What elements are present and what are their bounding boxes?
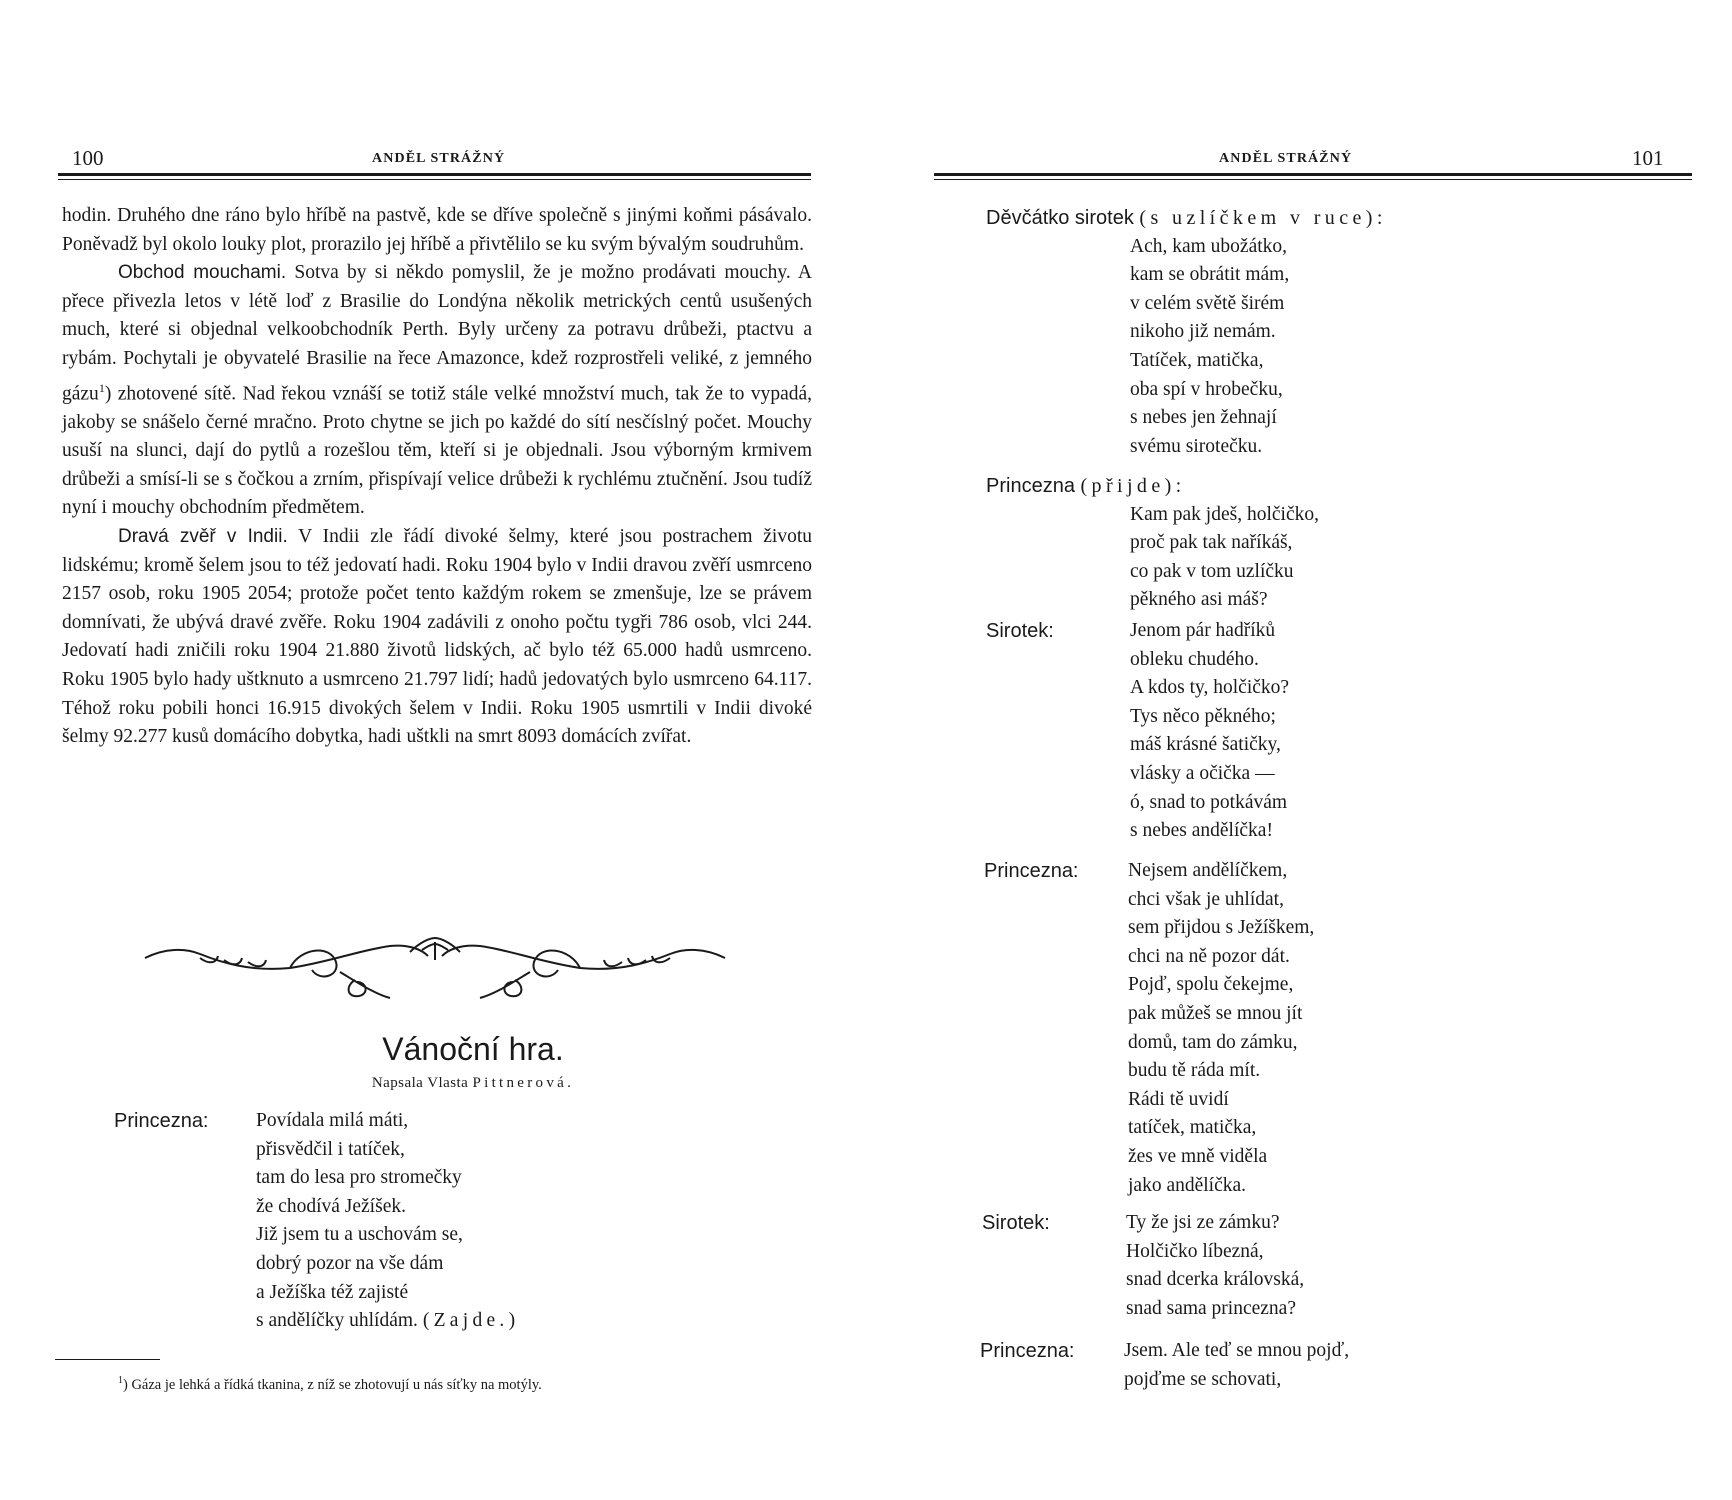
verse-line: pojďme se schovati, xyxy=(1124,1368,1282,1390)
speaker-label: Sirotek: xyxy=(986,620,1054,642)
verse-line: snad sama princezna? xyxy=(1126,1297,1296,1319)
verse-lines xyxy=(1128,857,1314,1200)
verse-line: ó, snad to potkávám xyxy=(1130,791,1288,813)
play-author xyxy=(0,1074,866,1092)
stage-direction: (s uzlíčkem v ruce): xyxy=(1139,207,1387,229)
verse-line: máš krásné šatičky, xyxy=(1130,734,1281,756)
speaker-label: Princezna: xyxy=(984,860,1079,882)
speaker-label: Princezna: xyxy=(980,1340,1075,1362)
verse-line: snad dcerka královská, xyxy=(1126,1269,1305,1291)
verse-line: pak můžeš se mnou jít xyxy=(1128,1002,1303,1024)
verse-line: Ty že jsi ze zámku? xyxy=(1126,1212,1280,1233)
running-head-left: ANDĚL STRÁŽNÝ xyxy=(372,151,506,166)
verse-line-text: s andělíčky uhlídám. xyxy=(256,1310,418,1332)
verse-line: vlásky a očička — xyxy=(1130,762,1275,784)
verse-line: dobrý pozor na vše dám xyxy=(256,1252,444,1274)
verse-line: jako andělíčka. xyxy=(1128,1174,1247,1196)
page-number-left: 100 xyxy=(72,146,104,170)
verse-line: Tys něco pěkného; xyxy=(1130,705,1276,727)
paragraph-beasts xyxy=(62,523,812,752)
footnote-ref: 1 xyxy=(98,380,105,395)
header-rule-right xyxy=(934,173,1692,176)
verse-lines xyxy=(256,1107,519,1336)
verse-line: Již jsem tu a uschovám se, xyxy=(256,1224,463,1246)
footnote-mark: 1 xyxy=(118,1375,123,1386)
running-head-right: ANDĚL STRÁŽNÝ xyxy=(1219,151,1353,166)
verse-line: že chodívá Ježíšek. xyxy=(256,1195,406,1217)
footnote-text: ) Gáza je lehká a řídká tkanina, z níž se zhotovují u nás síťky na motýly. xyxy=(123,1376,542,1393)
verse-line: s nebes andělíčka! xyxy=(1130,820,1273,842)
decorative-ornament xyxy=(140,932,730,1002)
verse-line: Povídala milá máti, xyxy=(256,1110,409,1131)
right-page xyxy=(866,0,1732,1500)
paragraph-horse: hodin. Druhého dne ráno bylo hříbě na pastvě, kde se dříve společně s jinými koňmi pásávalo. Poněvadž byl okolo louky plot, prorazilo jej hříbě a přivtělilo se ku svým bývalým soudruhům. xyxy=(62,205,812,255)
paragraph-flies-text-2: ) zhotovené sítě. Nad řekou vznáší se totiž stále velké množství much, tak že to vypadá, jakoby se snášelo černé mračno. Proto chytne se jich po každé do sítí nesčíslný počet. Mouchy usuší na slunci, dají do pytlů a rozešlou těm, kteří si je objednali. Jsou výborným krmivem drůbeži a smísí-li se s čočkou a zrním, přispívají velice drůbeži k rychlému ztučnění. Jsou tudíž nyní i mouchy obchodním předmětem. xyxy=(62,383,812,519)
verse-line: Kam pak jdeš, holčičko, xyxy=(1130,503,1319,525)
verse-lines xyxy=(1130,501,1319,615)
stage-direction: (přijde): xyxy=(1080,475,1186,497)
verse-line: chci však je uhlídat, xyxy=(1128,888,1284,910)
verse-line: tam do lesa pro stromečky xyxy=(256,1167,462,1189)
verse-line: nikoho již nemám. xyxy=(1130,321,1276,343)
verse-line: svému sirotečku. xyxy=(1130,435,1263,457)
speaker-label: Princezna: xyxy=(114,1110,209,1132)
speaker-label: Sirotek: xyxy=(982,1212,1050,1234)
verse-lines xyxy=(1124,1337,1349,1394)
verse-line: Tatíček, matička, xyxy=(1130,349,1264,371)
verse-line: kam se obrátit mám, xyxy=(1130,264,1290,286)
verse-line: Holčičko líbezná, xyxy=(1126,1240,1264,1262)
verse-line: žes ve mně viděla xyxy=(1128,1145,1268,1167)
paragraph-beasts-text: V Indii zle řádí divoké šelmy, které jsou postrachem životu lidskému; kromě šelem jsou to též jedovatí hadi. Roku 1904 bylo v Indii dravou zvěří usmrceno 2157 osob, roku 1905 2054; protože počet tento každým rokem se zmenšuje, lze se právem domnívati, že ubývá dravé zvěře. Roku 1904 zadávili z onoho počtu tygři 786 osob, vlci 244. Jedovatí hadi zničili roku 1904 21.880 životů lidských, ač bylo též 65.000 hadů usmrceno. Roku 1905 bylo hady uštknuto a usmrceno 21.797 lidí; hadů jedovatých bylo usmrceno 64.117. Téhož roku pobili honci 16.915 divokých šelem v Indii. Roku 1905 usmrtili v Indii divoké šelmy 92.277 kusů domácího dobytka, hadi uštkli na smrt 8093 domácích zvířat. xyxy=(62,526,812,748)
verse-line: A kdos ty, holčičko? xyxy=(1130,677,1290,699)
verse-lines xyxy=(1130,617,1289,846)
author-name: Pittnerová. xyxy=(472,1075,575,1091)
verse-line: Jenom pár hadříků xyxy=(1130,620,1276,641)
verse-line: chci na ně pozor dát. xyxy=(1128,945,1290,967)
speaker-label xyxy=(986,472,1186,501)
verse-line: oba spí v hrobečku, xyxy=(1130,378,1283,400)
verse-line: Rádi tě uvidí xyxy=(1128,1088,1229,1110)
paragraph-flies-text: Sotva by si někdo pomyslil, že je možno prodávati mouchy. A přece přivezla letos v létě loď z Brasilie do Londýna několik metrických centů usušených much, které si objednal velkoobchodník Perth. Byly určeny za potravu drůbeži, ptactvu a rybám. Pochytali je obyvatelé Brasilie na řece Amazonce, kdež rozprostřeli veliké, z jemného gázu xyxy=(62,262,813,405)
stage-direction: (Zajde.) xyxy=(422,1310,520,1332)
verse-line: v celém světě širém xyxy=(1130,292,1285,314)
verse-line: a Ježíška též zajisté xyxy=(256,1281,409,1303)
verse-line: s nebes jen žehnají xyxy=(1130,407,1277,429)
header-rule-left xyxy=(58,173,811,176)
author-prefix: Napsala Vlasta xyxy=(371,1075,473,1091)
verse-line: Jsem. Ale teď se mnou pojď, xyxy=(1124,1340,1350,1361)
verse-line: Nejsem andělíčkem, xyxy=(1128,860,1288,881)
verse-line: obleku chudého. xyxy=(1130,648,1259,670)
play-title: Vánoční hra. xyxy=(382,1031,564,1067)
footnote-rule xyxy=(55,1359,160,1360)
verse-line: Ach, kam ubožátko, xyxy=(1130,235,1288,257)
verse-line xyxy=(256,1307,519,1336)
speaker-label xyxy=(986,204,1387,233)
verse-line: pěkného asi máš? xyxy=(1130,589,1268,611)
page-number-right: 101 xyxy=(1632,146,1664,170)
footnote xyxy=(118,1372,542,1394)
paragraph-flies xyxy=(62,259,812,523)
heading-flies: Obchod mouchami. xyxy=(118,262,287,284)
speaker-name: Děvčátko sirotek xyxy=(986,207,1134,229)
verse-lines xyxy=(1130,233,1289,462)
verse-line: Pojď, spolu čekejme, xyxy=(1128,974,1294,996)
speaker-name: Princezna xyxy=(986,475,1075,497)
verse-line: sem přijdou s Ježíškem, xyxy=(1128,917,1315,939)
verse-line: přisvědčil i tatíček, xyxy=(256,1138,405,1160)
verse-line: tatíček, matička, xyxy=(1128,1117,1257,1139)
heading-beasts: Dravá zvěř v Indii. xyxy=(118,526,288,548)
verse-line: budu tě ráda mít. xyxy=(1128,1060,1261,1082)
verse-line: proč pak tak naříkáš, xyxy=(1130,532,1293,554)
verse-line: domů, tam do zámku, xyxy=(1128,1031,1298,1053)
left-body-text xyxy=(62,202,812,752)
verse-lines xyxy=(1126,1209,1304,1323)
verse-line: co pak v tom uzlíčku xyxy=(1130,560,1294,582)
